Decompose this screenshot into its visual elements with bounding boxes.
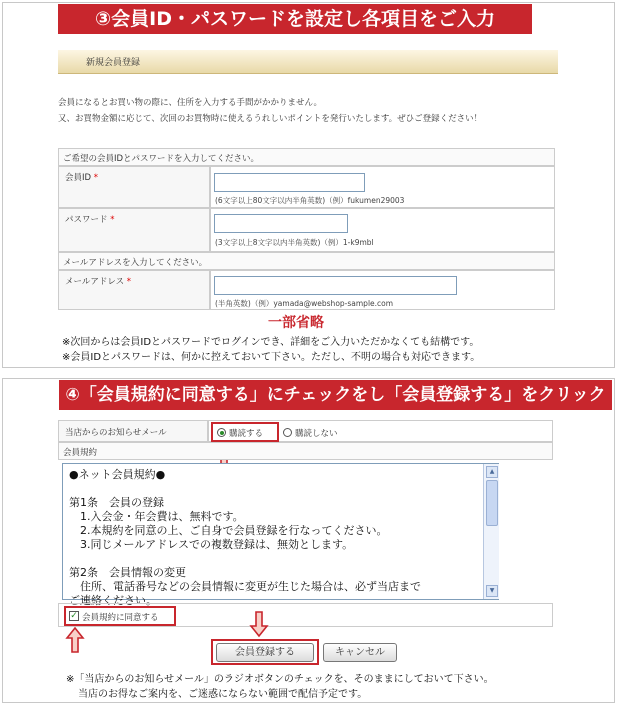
required-mark: * xyxy=(93,173,99,183)
email-label-cell xyxy=(58,270,210,310)
terms-line xyxy=(69,482,492,496)
password-label: パスワード xyxy=(65,215,108,225)
intro-text-line2: 又、お買物金額に応じて、次回のお買物時に使えるうれしいポイントを発行いたします。ぜひご登録ください！ xyxy=(58,114,483,124)
scroll-up-arrow-icon[interactable]: ▲ xyxy=(486,466,498,478)
step4-note-1: ※「当店からのお知らせメール」のラジオボタンのチェックを、そのままにしておいて下さい。 xyxy=(66,674,494,685)
step4-banner: ④「会員規約に同意する」にチェックをし「会員登録する」をクリック xyxy=(59,380,612,410)
register-button[interactable]: 会員登録する xyxy=(216,643,314,662)
password-hint: (3文字以上8文字以内半角英数)（例）1-k9mbl xyxy=(215,238,374,247)
id-pw-prompt: ご希望の会員IDとパスワードを入力してください。 xyxy=(63,154,260,164)
terms-scrollbar[interactable] xyxy=(483,464,499,599)
agree-label[interactable]: 会員規約に同意する xyxy=(82,613,159,623)
scroll-down-arrow-icon[interactable]: ▼ xyxy=(486,585,498,597)
scroll-thumb[interactable] xyxy=(486,480,498,526)
member-id-input[interactable] xyxy=(214,173,365,192)
subscribe-radio[interactable] xyxy=(217,428,226,437)
step3-note-2: ※会員IDとパスワードは、何かに控えておいて下さい。ただし、不明の場合も対応できます。 xyxy=(62,352,481,363)
terms-textarea[interactable] xyxy=(62,463,499,607)
step3-note-1: ※次回からは会員IDとパスワードでログインでき、詳細をご入力いただかなくても結構です。 xyxy=(62,337,480,348)
password-input[interactable] xyxy=(214,214,348,233)
subscribe-label[interactable]: 購読する xyxy=(229,429,264,439)
step4-note-2: 当店のお得なご案内を、ご迷惑にならない範囲で配信予定です。 xyxy=(78,689,368,700)
terms-line: 2.本規約を同意の上、ご自身で会員登録を行なってください。 xyxy=(69,524,388,537)
arrow-down-icon xyxy=(250,611,268,637)
email-label: メールアドレス xyxy=(65,277,125,287)
terms-label: 会員規約 xyxy=(63,448,98,458)
password-label-cell xyxy=(58,208,210,252)
member-id-label: 会員ID xyxy=(65,173,92,183)
newsletter-label: 当店からのお知らせメール xyxy=(65,428,167,438)
intro-text-line1: 会員になるとお買い物の際に、住所を入力する手間がかかりません。 xyxy=(58,98,323,108)
email-prompt: メールアドレスを入力してください。 xyxy=(63,258,208,268)
email-hint: (半角英数)（例）yamada@webshop-sample.com xyxy=(215,299,394,308)
terms-line: ご連絡ください。 xyxy=(69,594,157,607)
terms-line xyxy=(69,552,492,566)
unsubscribe-radio[interactable] xyxy=(283,428,292,437)
required-mark: * xyxy=(126,277,132,287)
required-mark: * xyxy=(110,215,115,225)
registration-section-header xyxy=(58,50,558,74)
email-prompt-row xyxy=(58,252,555,270)
terms-line: 第2条 会員情報の変更 xyxy=(69,566,186,579)
terms-line: 1.入会金・年会費は、無料です。 xyxy=(69,510,244,523)
cancel-button[interactable]: キャンセル xyxy=(323,643,397,662)
member-id-value-cell xyxy=(210,166,555,208)
member-id-hint: (6文字以上80文字以内半角英数)（例）fukumen29003 xyxy=(215,196,405,205)
terms-line: 第1条 会員の登録 xyxy=(69,496,164,509)
terms-line: 住所、電話番号などの会員情報に変更が生じた場合は、必ず当店まで xyxy=(69,580,421,593)
agree-checkbox[interactable]: ✓ xyxy=(70,611,78,621)
omitted-label: 一部省略 xyxy=(268,315,324,331)
terms-line: 3.同じメールアドレスでの複数登録は、無効とします。 xyxy=(69,538,354,551)
member-id-label-cell xyxy=(58,166,210,208)
section-title: 新規会員登録 xyxy=(86,58,141,68)
password-value-cell xyxy=(210,208,555,252)
id-pw-prompt-row xyxy=(58,148,555,166)
email-value-cell xyxy=(210,270,555,310)
arrow-up-icon xyxy=(66,627,84,653)
step3-banner: ③会員ID・パスワードを設定し各項目をご入力 xyxy=(58,4,532,34)
terms-line: ●ネット会員規約● xyxy=(69,468,166,481)
unsubscribe-label[interactable]: 購読しない xyxy=(295,429,338,439)
newsletter-label-cell xyxy=(58,420,208,442)
terms-label-row xyxy=(58,442,553,460)
email-input[interactable] xyxy=(214,276,457,295)
terms-text xyxy=(69,468,492,608)
